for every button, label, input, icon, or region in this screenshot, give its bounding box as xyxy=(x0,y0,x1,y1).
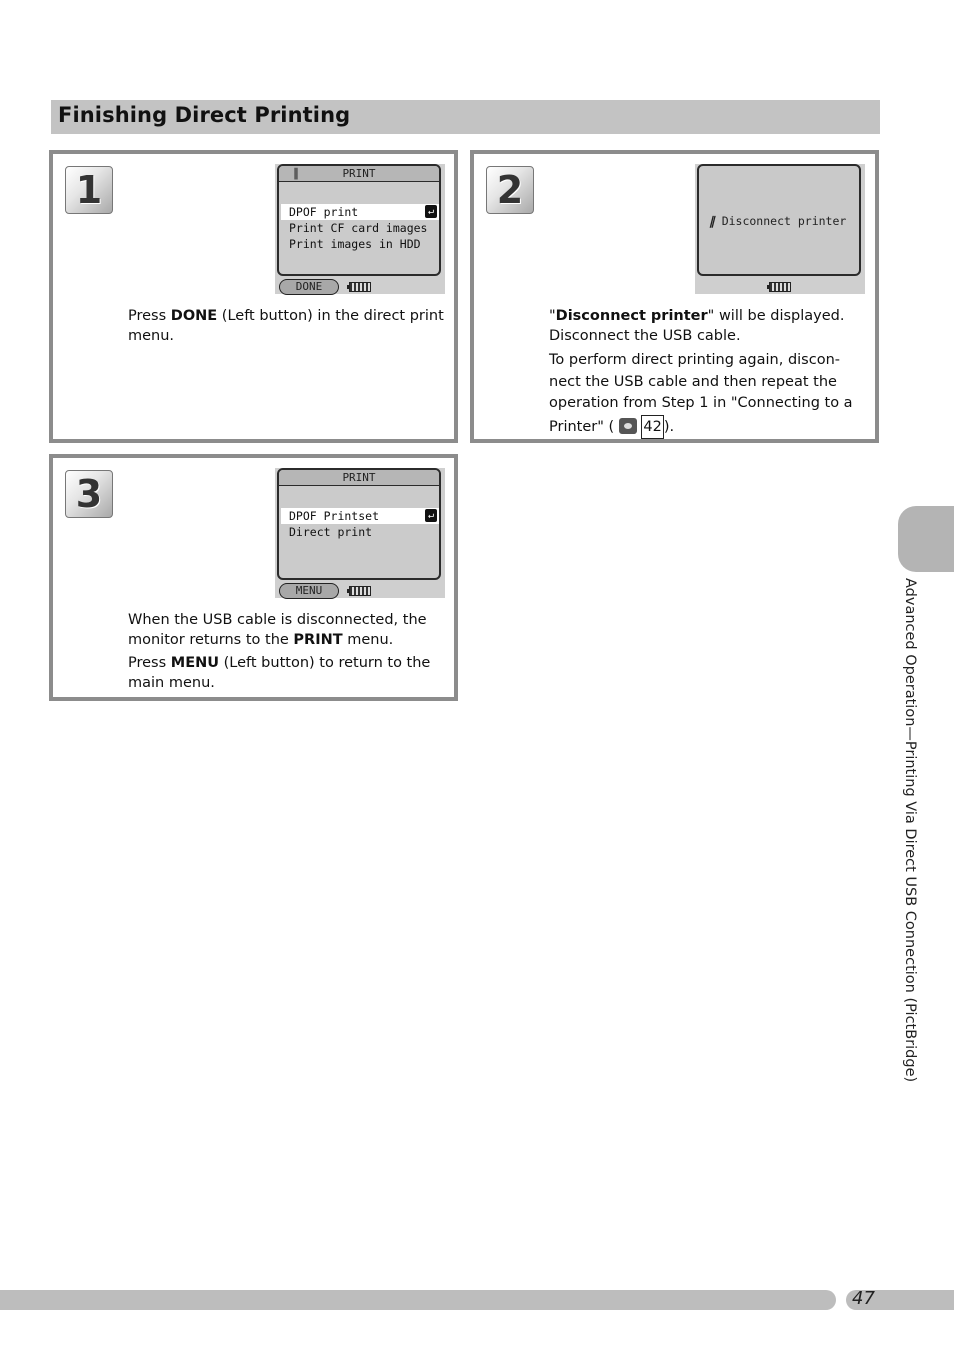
lcd-menu-item-label: DPOF print xyxy=(289,205,359,219)
printer-connect-icon: ∥ xyxy=(293,166,299,180)
lcd-header-title: PRINT xyxy=(342,167,376,180)
lcd-header xyxy=(279,470,439,486)
lcd-menu xyxy=(281,508,439,540)
lcd-header xyxy=(279,166,439,182)
text-run-bold: PRINT xyxy=(293,631,343,648)
step-1-number: 1 xyxy=(65,166,113,214)
text-run: Press xyxy=(128,655,171,671)
text-run: menu. xyxy=(342,631,394,648)
text-run-bold: DONE xyxy=(170,308,218,324)
enter-icon: ↵ xyxy=(425,509,437,522)
text-run: (Left button) to return to the main menu. xyxy=(128,655,431,691)
text-run: Press xyxy=(128,308,171,324)
lcd-message-text: Disconnect printer xyxy=(721,214,847,228)
lcd-menu-item-label: DPOF Printset xyxy=(289,509,380,523)
page-number: 47 xyxy=(852,1288,875,1309)
step-3-paragraph-2 xyxy=(128,654,453,693)
text-run-bold: MENU xyxy=(170,655,220,671)
lcd-header-title: PRINT xyxy=(342,471,376,484)
step-3-screen xyxy=(275,468,445,598)
text-run: ). xyxy=(663,418,675,435)
lcd-display xyxy=(277,468,441,580)
page-reference-icon xyxy=(619,418,637,434)
step-2-text xyxy=(549,307,869,443)
lcd-display xyxy=(697,164,861,276)
text-run-bold: Disconnect printer xyxy=(555,308,708,324)
chapter-tab xyxy=(898,506,954,572)
done-button[interactable]: DONE xyxy=(279,279,339,295)
lcd-message xyxy=(709,214,859,228)
battery-icon xyxy=(349,282,371,292)
step-2-paragraph-2 xyxy=(549,350,869,439)
lcd-menu-item-dpof-printset[interactable] xyxy=(281,508,439,524)
step-2-screen xyxy=(695,164,865,294)
step-2-box xyxy=(470,150,879,443)
text-run: To perform direct printing again, discon-nect the USB cable and then repeat the operation from Step 1 in "Connecting to a Printer" ( xyxy=(549,352,853,435)
step-3-number: 3 xyxy=(65,470,113,518)
printer-connect-icon: ∥ xyxy=(709,214,715,228)
step-1-text xyxy=(128,307,453,350)
step-1-paragraph xyxy=(128,307,453,346)
step-3-box xyxy=(49,454,458,701)
footer-bar xyxy=(0,1290,836,1310)
step-3-text xyxy=(128,611,453,697)
step-1-box xyxy=(49,150,458,443)
step-2-paragraph-1 xyxy=(549,307,869,346)
lcd-menu-item-direct-print[interactable]: Direct print xyxy=(289,525,373,539)
menu-button[interactable]: MENU xyxy=(279,583,339,599)
enter-icon: ↵ xyxy=(425,205,437,218)
step-2-number: 2 xyxy=(486,166,534,214)
text-run: " xyxy=(549,308,556,324)
lcd-menu-item-print-hdd[interactable]: Print images in HDD xyxy=(289,237,421,251)
lcd-menu-item-dpof-print[interactable] xyxy=(281,204,439,220)
chapter-side-label: Advanced Operation—Printing Via Direct USB Connection (PictBridge) xyxy=(902,578,918,1083)
lcd-display xyxy=(277,164,441,276)
battery-icon xyxy=(769,282,791,292)
lcd-menu xyxy=(281,204,439,252)
text-run: " will be displayed. Disconnect the USB cable. xyxy=(549,308,845,344)
battery-icon xyxy=(349,586,371,596)
section-title: Finishing Direct Printing xyxy=(58,103,351,127)
lcd-menu-item-print-cf[interactable]: Print CF card images xyxy=(289,221,428,235)
step-3-paragraph-1 xyxy=(128,611,453,650)
text-run: When the USB cable is disconnected, the monitor returns to the xyxy=(128,612,427,648)
page-reference-link[interactable]: 42 xyxy=(641,415,663,439)
text-run: (Left button) in the direct print menu. xyxy=(128,308,444,344)
step-1-screen xyxy=(275,164,445,294)
